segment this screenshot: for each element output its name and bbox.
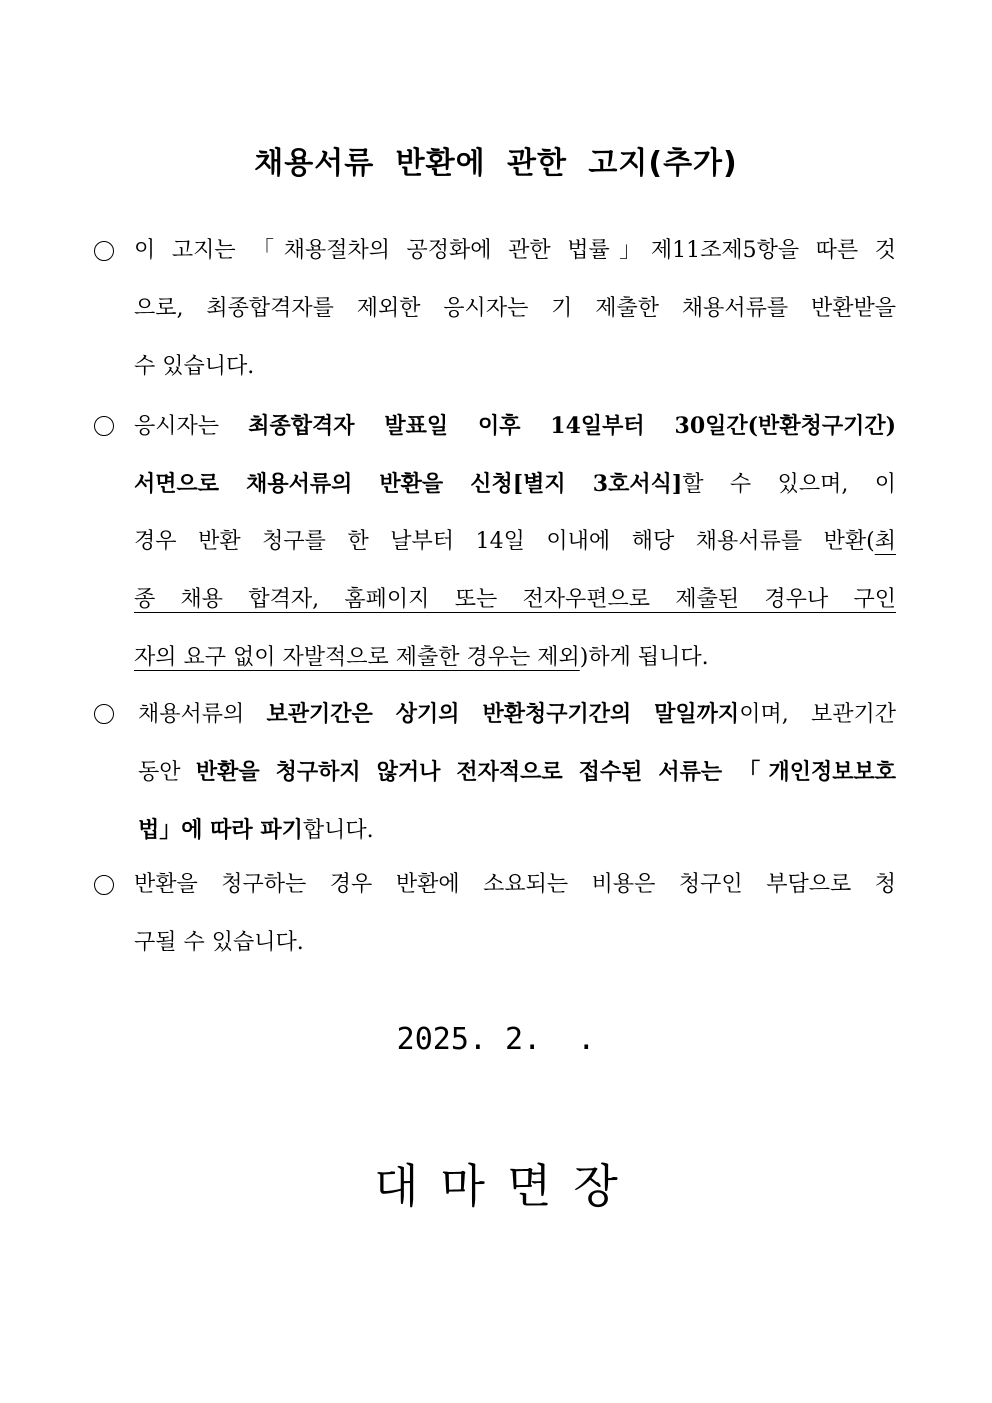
paragraph-line [134, 407, 896, 465]
emphasis-text: 보관기간은 상기의 반환청구기간의 말일까지 [266, 701, 740, 727]
text-run: 채용서류의 [138, 702, 267, 727]
circle-bullet-icon [94, 875, 114, 895]
underlined-text: 자의 요구 없이 자발적으로 제출한 경우는 제외 [134, 645, 580, 670]
circle-bullet-icon [94, 704, 114, 724]
paragraph-line: 으로, 최종합격자를 제외한 응시자는 기 제출한 채용서류를 반환받을 [134, 296, 896, 321]
signer-title: 대마면장 [374, 1159, 640, 1213]
paragraph-line [134, 639, 896, 697]
text-run: 경우 반환 청구를 한 날부터 14일 이내에 해당 채용서류를 반환( [134, 529, 875, 554]
emphasis-text: 최종합격자 발표일 이후 14일부터 30일간(반환청구기간) [248, 413, 896, 439]
text-run: )하게 됩니다. [579, 645, 709, 670]
text-run: 동안 [138, 760, 196, 785]
text-run: 이며, 보관기간 [739, 702, 896, 727]
paragraph-line [134, 523, 896, 581]
circle-bullet-icon [94, 416, 114, 436]
paragraph-line: 수 있습니다. [134, 354, 255, 379]
emphasis-text: 서면으로 채용서류의 반환을 신청[별지 3호서식] [134, 471, 683, 497]
notice-date: 2025. 2. . [396, 1022, 596, 1057]
paragraph-line: 반환을 청구하는 경우 반환에 소요되는 비용은 청구인 부담으로 청 [134, 872, 896, 897]
text-run: 응시자는 [134, 414, 249, 439]
paragraph-line: 이 고지는 「채용절차의 공정화에 관한 법률」제11조제5항을 따른 것 [134, 238, 896, 263]
underlined-text: 최 [874, 529, 896, 554]
circle-bullet-icon [94, 241, 114, 261]
paragraph-line [134, 581, 896, 639]
paragraph-line [138, 753, 896, 811]
emphasis-text: 법」에 따라 파기 [138, 817, 303, 843]
paragraph-line [138, 695, 896, 753]
paragraph-line: 구될 수 있습니다. [134, 930, 304, 955]
emphasis-text: 반환을 청구하지 않거나 전자적으로 접수된 서류는 「개인정보보호 [195, 759, 896, 785]
text-run: 합니다. [302, 818, 374, 843]
underlined-text: 종 채용 합격자, 홈페이지 또는 전자우편으로 제출된 경우나 구인 [134, 587, 896, 612]
notice-title: 채용서류 반환에 관한 고지(추가) [254, 146, 738, 181]
paragraph-line [138, 811, 896, 869]
paragraph-line [134, 465, 896, 523]
text-run: 할 수 있으며, 이 [682, 472, 896, 497]
